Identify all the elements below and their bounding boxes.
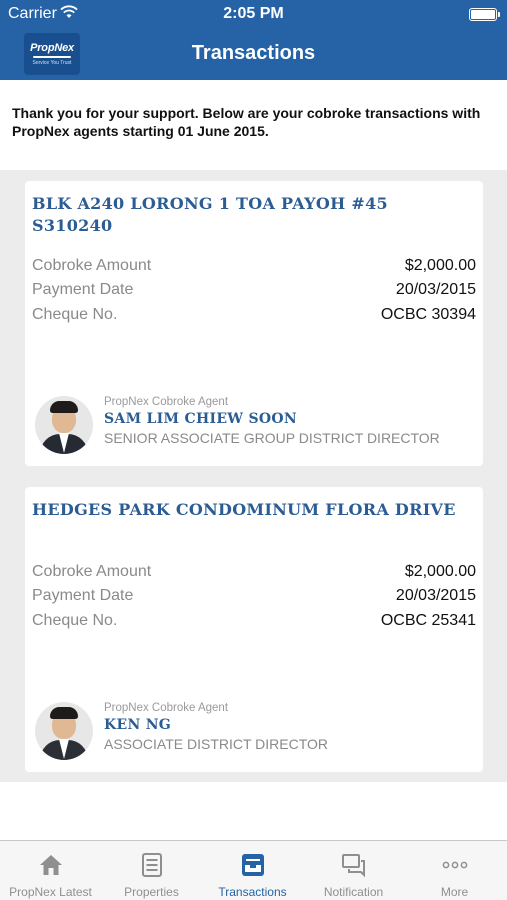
tab-transactions[interactable]: Transactions: [202, 841, 303, 900]
tab-bar: [0, 840, 507, 900]
agent-info: [35, 396, 475, 456]
cheque-row: [32, 612, 476, 636]
cheque-row: [32, 306, 476, 330]
cobroke-amount-label: Cobroke Amount: [32, 257, 152, 274]
cheque-value: OCBC 30394: [380, 306, 476, 323]
agent-name: SAM LIM CHIEW SOON: [104, 411, 297, 427]
transaction-card[interactable]: [25, 487, 483, 772]
propnex-logo: PropNex Service You Trust: [24, 33, 80, 75]
page-title: Transactions: [191, 42, 316, 64]
agent-title: SENIOR ASSOCIATE GROUP DISTRICT DIRECTOR: [104, 430, 440, 446]
nav-bar: [0, 28, 507, 80]
payment-date-row: [32, 281, 476, 305]
tab-propnex-latest[interactable]: PropNex Latest: [0, 841, 101, 900]
intro-text: Thank you for your support. Below are your cobroke transactions with PropNex agents starting 01 June 2015.: [12, 105, 481, 139]
carrier-label: Carrier: [8, 5, 57, 22]
cobroke-amount-value: $2,000.00: [404, 257, 476, 274]
cheque-value: OCBC 25341: [380, 612, 476, 629]
tab-notification[interactable]: Notification: [303, 841, 404, 900]
tab-more[interactable]: More: [404, 841, 505, 900]
agent-role: PropNex Cobroke Agent: [104, 702, 229, 714]
payment-date-value: 20/03/2015: [395, 587, 476, 604]
agent-title: ASSOCIATE DISTRICT DIRECTOR: [104, 736, 329, 752]
agent-info: [35, 702, 475, 762]
payment-date-value: 20/03/2015: [395, 281, 476, 298]
more-dots-icon: [441, 851, 469, 879]
cobroke-amount-row: [32, 563, 476, 587]
status-bar: [0, 0, 507, 28]
inbox-tray-icon: [239, 851, 267, 879]
transaction-card[interactable]: [25, 181, 483, 466]
tab-properties[interactable]: Properties: [101, 841, 202, 900]
chat-bubbles-icon: [340, 851, 368, 879]
agent-avatar: [35, 396, 93, 454]
cobroke-amount-row: [32, 257, 476, 281]
payment-date-label: Payment Date: [32, 281, 134, 298]
home-icon: [37, 851, 65, 879]
property-address: HEDGES PARK CONDOMINUM FLORA DRIVE: [32, 500, 456, 519]
cobroke-amount-label: Cobroke Amount: [32, 563, 152, 580]
cheque-label: Cheque No.: [32, 306, 118, 323]
list-icon: [138, 851, 166, 879]
status-time: 2:05 PM: [223, 5, 284, 22]
cheque-label: Cheque No.: [32, 612, 118, 629]
cobroke-amount-value: $2,000.00: [404, 563, 476, 580]
agent-avatar: [35, 702, 93, 760]
property-address: BLK A240 LORONG 1 TOA PAYOH #45 S310240: [32, 194, 388, 235]
battery-icon: [469, 8, 497, 21]
agent-role: PropNex Cobroke Agent: [104, 396, 229, 408]
agent-name: KEN NG: [104, 717, 172, 733]
payment-date-row: [32, 587, 476, 611]
payment-date-label: Payment Date: [32, 587, 134, 604]
